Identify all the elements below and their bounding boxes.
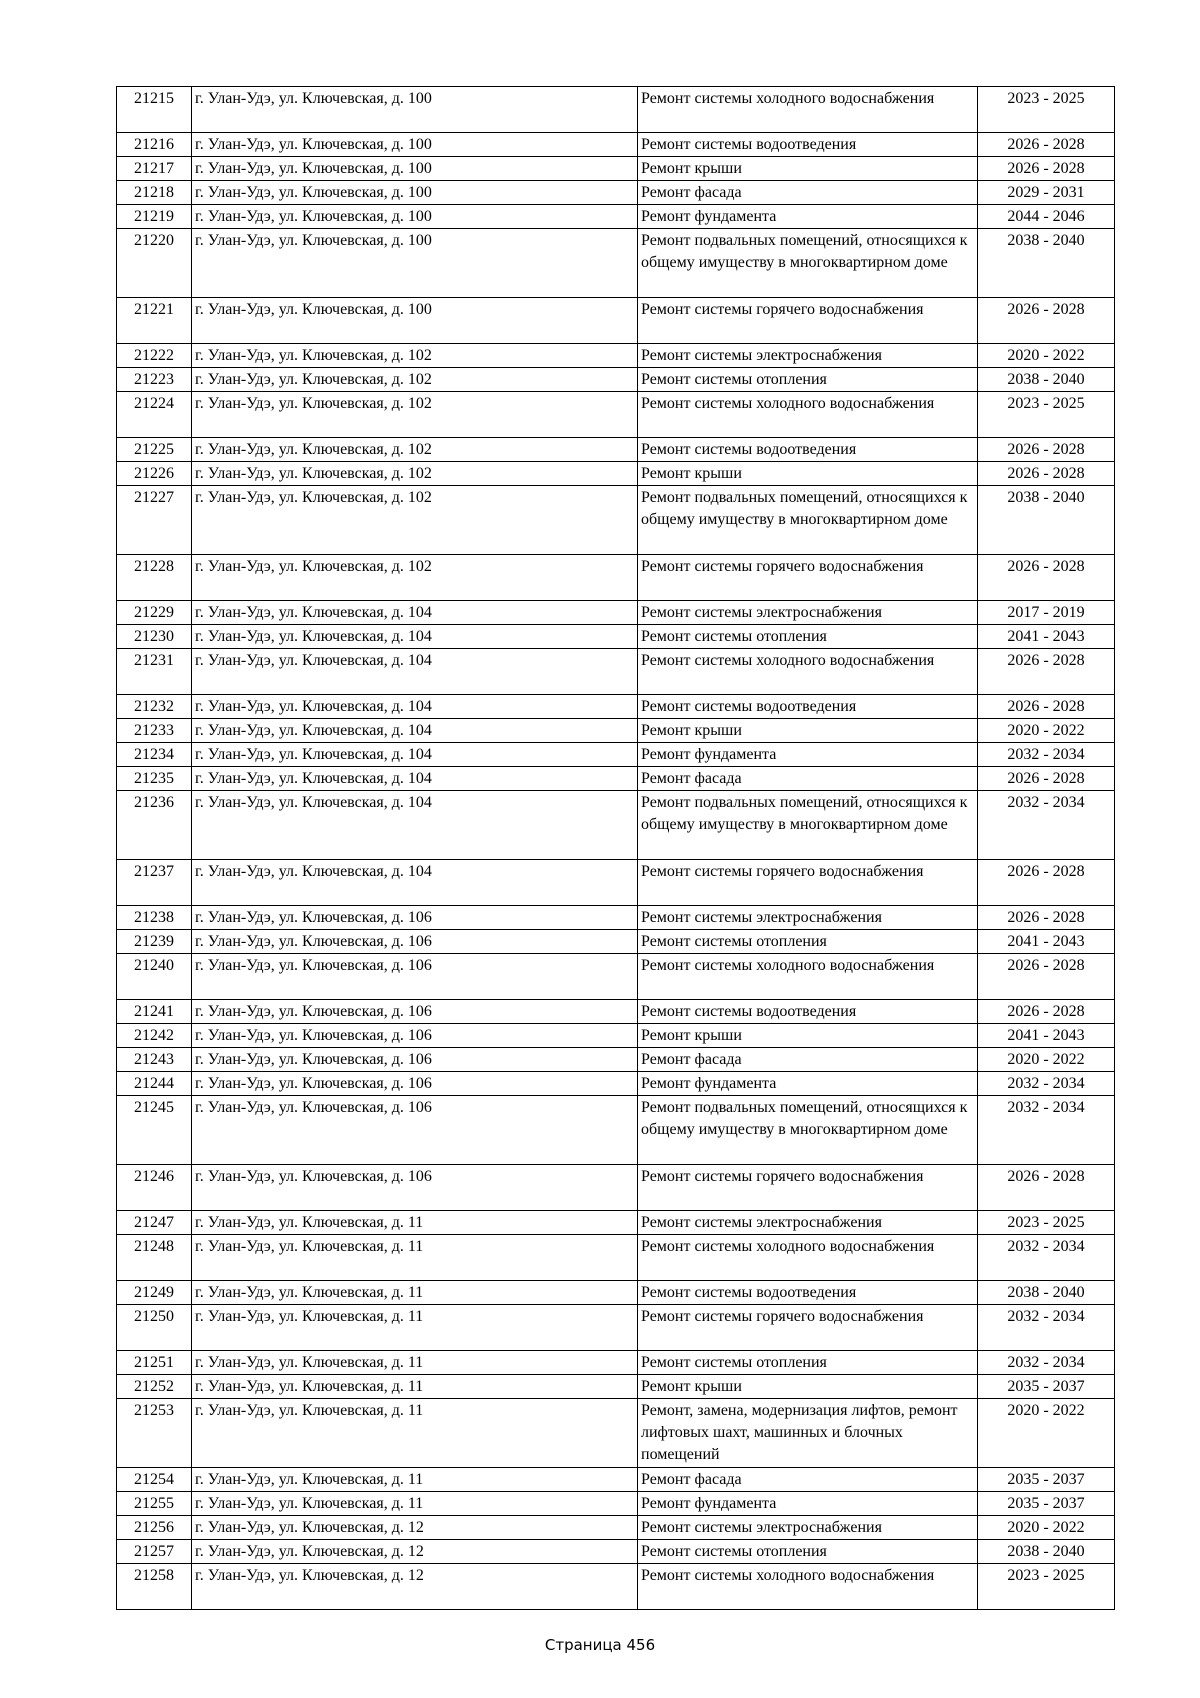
work-type-cell: Ремонт системы отопления xyxy=(638,930,978,954)
row-number-cell: 21221 xyxy=(117,298,192,344)
table-row xyxy=(117,157,1115,181)
work-type-cell: Ремонт системы водоотведения xyxy=(638,438,978,462)
row-number-cell: 21217 xyxy=(117,157,192,181)
work-type-cell: Ремонт крыши xyxy=(638,462,978,486)
row-number-cell: 21246 xyxy=(117,1165,192,1211)
row-number-cell: 21223 xyxy=(117,368,192,392)
work-type-cell: Ремонт системы водоотведения xyxy=(638,1000,978,1024)
work-type-cell: Ремонт системы холодного водоснабжения xyxy=(638,954,978,1000)
row-number-cell: 21252 xyxy=(117,1375,192,1399)
work-type-cell: Ремонт системы электроснабжения xyxy=(638,344,978,368)
row-number-cell: 21240 xyxy=(117,954,192,1000)
period-cell: 2020 - 2022 xyxy=(978,719,1115,743)
row-number-cell: 21237 xyxy=(117,860,192,906)
period-cell: 2035 - 2037 xyxy=(978,1468,1115,1492)
period-cell: 2023 - 2025 xyxy=(978,392,1115,438)
address-cell: г. Улан-Удэ, ул. Ключевская, д. 106 xyxy=(192,1048,638,1072)
address-cell: г. Улан-Удэ, ул. Ключевская, д. 104 xyxy=(192,695,638,719)
address-cell: г. Улан-Удэ, ул. Ключевская, д. 12 xyxy=(192,1564,638,1610)
work-type-cell: Ремонт системы отопления xyxy=(638,1351,978,1375)
period-cell: 2029 - 2031 xyxy=(978,181,1115,205)
work-type-cell: Ремонт подвальных помещений, относящихся к общему имуществу в многоквартирном доме xyxy=(638,791,978,860)
work-type-cell: Ремонт фасада xyxy=(638,767,978,791)
table-row xyxy=(117,133,1115,157)
period-cell: 2020 - 2022 xyxy=(978,344,1115,368)
row-number-cell: 21227 xyxy=(117,486,192,555)
table-row xyxy=(117,1375,1115,1399)
address-cell: г. Улан-Удэ, ул. Ключевская, д. 102 xyxy=(192,344,638,368)
period-cell: 2044 - 2046 xyxy=(978,205,1115,229)
table-row xyxy=(117,344,1115,368)
table-row xyxy=(117,625,1115,649)
row-number-cell: 21216 xyxy=(117,133,192,157)
period-cell: 2038 - 2040 xyxy=(978,229,1115,298)
period-cell: 2038 - 2040 xyxy=(978,1281,1115,1305)
work-type-cell: Ремонт фасада xyxy=(638,1468,978,1492)
work-type-cell: Ремонт крыши xyxy=(638,1024,978,1048)
address-cell: г. Улан-Удэ, ул. Ключевская, д. 11 xyxy=(192,1468,638,1492)
work-type-cell: Ремонт подвальных помещений, относящихся к общему имуществу в многоквартирном доме xyxy=(638,486,978,555)
row-number-cell: 21257 xyxy=(117,1540,192,1564)
period-cell: 2026 - 2028 xyxy=(978,767,1115,791)
work-type-cell: Ремонт системы горячего водоснабжения xyxy=(638,555,978,601)
period-cell: 2026 - 2028 xyxy=(978,157,1115,181)
period-cell: 2041 - 2043 xyxy=(978,1024,1115,1048)
table-row xyxy=(117,791,1115,860)
period-cell: 2023 - 2025 xyxy=(978,1211,1115,1235)
period-cell: 2026 - 2028 xyxy=(978,298,1115,344)
period-cell: 2032 - 2034 xyxy=(978,1072,1115,1096)
period-cell: 2026 - 2028 xyxy=(978,860,1115,906)
table-row xyxy=(117,719,1115,743)
period-cell: 2020 - 2022 xyxy=(978,1399,1115,1468)
period-cell: 2026 - 2028 xyxy=(978,438,1115,462)
period-cell: 2032 - 2034 xyxy=(978,1305,1115,1351)
work-type-cell: Ремонт системы электроснабжения xyxy=(638,601,978,625)
table-row xyxy=(117,1211,1115,1235)
table-row xyxy=(117,1468,1115,1492)
row-number-cell: 21230 xyxy=(117,625,192,649)
period-cell: 2038 - 2040 xyxy=(978,1540,1115,1564)
address-cell: г. Улан-Удэ, ул. Ключевская, д. 106 xyxy=(192,954,638,1000)
row-number-cell: 21255 xyxy=(117,1492,192,1516)
table-row xyxy=(117,1165,1115,1211)
address-cell: г. Улан-Удэ, ул. Ключевская, д. 104 xyxy=(192,625,638,649)
work-type-cell: Ремонт системы электроснабжения xyxy=(638,1516,978,1540)
table-row xyxy=(117,1492,1115,1516)
address-cell: г. Улан-Удэ, ул. Ключевская, д. 102 xyxy=(192,368,638,392)
work-type-cell: Ремонт системы отопления xyxy=(638,625,978,649)
table-row xyxy=(117,298,1115,344)
table-row xyxy=(117,649,1115,695)
period-cell: 2032 - 2034 xyxy=(978,743,1115,767)
period-cell: 2035 - 2037 xyxy=(978,1492,1115,1516)
table-row xyxy=(117,1399,1115,1468)
period-cell: 2026 - 2028 xyxy=(978,133,1115,157)
row-number-cell: 21222 xyxy=(117,344,192,368)
table-row xyxy=(117,601,1115,625)
row-number-cell: 21248 xyxy=(117,1235,192,1281)
row-number-cell: 21220 xyxy=(117,229,192,298)
work-type-cell: Ремонт фундамента xyxy=(638,743,978,767)
address-cell: г. Улан-Удэ, ул. Ключевская, д. 104 xyxy=(192,791,638,860)
period-cell: 2026 - 2028 xyxy=(978,695,1115,719)
address-cell: г. Улан-Удэ, ул. Ключевская, д. 104 xyxy=(192,649,638,695)
table-row xyxy=(117,743,1115,767)
address-cell: г. Улан-Удэ, ул. Ключевская, д. 102 xyxy=(192,392,638,438)
address-cell: г. Улан-Удэ, ул. Ключевская, д. 102 xyxy=(192,555,638,601)
period-cell: 2038 - 2040 xyxy=(978,368,1115,392)
row-number-cell: 21224 xyxy=(117,392,192,438)
address-cell: г. Улан-Удэ, ул. Ключевская, д. 100 xyxy=(192,87,638,133)
table-row xyxy=(117,1305,1115,1351)
table-row xyxy=(117,392,1115,438)
work-type-cell: Ремонт системы горячего водоснабжения xyxy=(638,860,978,906)
period-cell: 2032 - 2034 xyxy=(978,1235,1115,1281)
work-type-cell: Ремонт системы холодного водоснабжения xyxy=(638,649,978,695)
address-cell: г. Улан-Удэ, ул. Ключевская, д. 12 xyxy=(192,1516,638,1540)
work-type-cell: Ремонт фасада xyxy=(638,181,978,205)
address-cell: г. Улан-Удэ, ул. Ключевская, д. 104 xyxy=(192,860,638,906)
row-number-cell: 21244 xyxy=(117,1072,192,1096)
period-cell: 2026 - 2028 xyxy=(978,555,1115,601)
address-cell: г. Улан-Удэ, ул. Ключевская, д. 11 xyxy=(192,1351,638,1375)
row-number-cell: 21245 xyxy=(117,1096,192,1165)
address-cell: г. Улан-Удэ, ул. Ключевская, д. 106 xyxy=(192,1165,638,1211)
row-number-cell: 21239 xyxy=(117,930,192,954)
address-cell: г. Улан-Удэ, ул. Ключевская, д. 100 xyxy=(192,205,638,229)
work-type-cell: Ремонт системы горячего водоснабжения xyxy=(638,1165,978,1211)
period-cell: 2023 - 2025 xyxy=(978,87,1115,133)
row-number-cell: 21229 xyxy=(117,601,192,625)
row-number-cell: 21219 xyxy=(117,205,192,229)
period-cell: 2026 - 2028 xyxy=(978,1165,1115,1211)
work-type-cell: Ремонт системы холодного водоснабжения xyxy=(638,87,978,133)
work-type-cell: Ремонт фундамента xyxy=(638,1492,978,1516)
row-number-cell: 21238 xyxy=(117,906,192,930)
address-cell: г. Улан-Удэ, ул. Ключевская, д. 12 xyxy=(192,1540,638,1564)
address-cell: г. Улан-Удэ, ул. Ключевская, д. 102 xyxy=(192,462,638,486)
period-cell: 2026 - 2028 xyxy=(978,462,1115,486)
table-row xyxy=(117,181,1115,205)
page-number: Страница 456 xyxy=(544,1636,656,1654)
table-body xyxy=(117,87,1115,1610)
work-type-cell: Ремонт системы горячего водоснабжения xyxy=(638,298,978,344)
address-cell: г. Улан-Удэ, ул. Ключевская, д. 104 xyxy=(192,743,638,767)
address-cell: г. Улан-Удэ, ул. Ключевская, д. 106 xyxy=(192,1096,638,1165)
work-type-cell: Ремонт системы холодного водоснабжения xyxy=(638,1235,978,1281)
table-row xyxy=(117,695,1115,719)
work-type-cell: Ремонт системы отопления xyxy=(638,1540,978,1564)
work-type-cell: Ремонт системы электроснабжения xyxy=(638,1211,978,1235)
period-cell: 2041 - 2043 xyxy=(978,625,1115,649)
address-cell: г. Улан-Удэ, ул. Ключевская, д. 11 xyxy=(192,1305,638,1351)
period-cell: 2026 - 2028 xyxy=(978,906,1115,930)
row-number-cell: 21236 xyxy=(117,791,192,860)
address-cell: г. Улан-Удэ, ул. Ключевская, д. 100 xyxy=(192,298,638,344)
address-cell: г. Улан-Удэ, ул. Ключевская, д. 11 xyxy=(192,1492,638,1516)
work-type-cell: Ремонт системы водоотведения xyxy=(638,695,978,719)
period-cell: 2023 - 2025 xyxy=(978,1564,1115,1610)
row-number-cell: 21253 xyxy=(117,1399,192,1468)
repair-schedule-table xyxy=(116,86,1115,1610)
address-cell: г. Улан-Удэ, ул. Ключевская, д. 104 xyxy=(192,767,638,791)
work-type-cell: Ремонт системы водоотведения xyxy=(638,1281,978,1305)
table-row xyxy=(117,1072,1115,1096)
row-number-cell: 21232 xyxy=(117,695,192,719)
work-type-cell: Ремонт системы отопления xyxy=(638,368,978,392)
period-cell: 2020 - 2022 xyxy=(978,1516,1115,1540)
row-number-cell: 21233 xyxy=(117,719,192,743)
period-cell: 2032 - 2034 xyxy=(978,1096,1115,1165)
row-number-cell: 21231 xyxy=(117,649,192,695)
row-number-cell: 21258 xyxy=(117,1564,192,1610)
work-type-cell: Ремонт системы холодного водоснабжения xyxy=(638,1564,978,1610)
work-type-cell: Ремонт крыши xyxy=(638,719,978,743)
row-number-cell: 21218 xyxy=(117,181,192,205)
table-row xyxy=(117,1516,1115,1540)
row-number-cell: 21254 xyxy=(117,1468,192,1492)
work-type-cell: Ремонт фасада xyxy=(638,1048,978,1072)
table-row xyxy=(117,930,1115,954)
address-cell: г. Улан-Удэ, ул. Ключевская, д. 11 xyxy=(192,1281,638,1305)
row-number-cell: 21247 xyxy=(117,1211,192,1235)
address-cell: г. Улан-Удэ, ул. Ключевская, д. 100 xyxy=(192,157,638,181)
row-number-cell: 21250 xyxy=(117,1305,192,1351)
table-row xyxy=(117,1096,1115,1165)
address-cell: г. Улан-Удэ, ул. Ключевская, д. 11 xyxy=(192,1235,638,1281)
address-cell: г. Улан-Удэ, ул. Ключевская, д. 11 xyxy=(192,1211,638,1235)
table-row xyxy=(117,906,1115,930)
table-row xyxy=(117,438,1115,462)
row-number-cell: 21241 xyxy=(117,1000,192,1024)
address-cell: г. Улан-Удэ, ул. Ключевская, д. 102 xyxy=(192,438,638,462)
work-type-cell: Ремонт фундамента xyxy=(638,205,978,229)
period-cell: 2026 - 2028 xyxy=(978,649,1115,695)
table-row xyxy=(117,205,1115,229)
row-number-cell: 21234 xyxy=(117,743,192,767)
period-cell: 2035 - 2037 xyxy=(978,1375,1115,1399)
work-type-cell: Ремонт системы электроснабжения xyxy=(638,906,978,930)
address-cell: г. Улан-Удэ, ул. Ключевская, д. 106 xyxy=(192,1072,638,1096)
table-row xyxy=(117,1540,1115,1564)
period-cell: 2017 - 2019 xyxy=(978,601,1115,625)
address-cell: г. Улан-Удэ, ул. Ключевская, д. 106 xyxy=(192,930,638,954)
address-cell: г. Улан-Удэ, ул. Ключевская, д. 106 xyxy=(192,1000,638,1024)
row-number-cell: 21251 xyxy=(117,1351,192,1375)
table-row xyxy=(117,368,1115,392)
address-cell: г. Улан-Удэ, ул. Ключевская, д. 100 xyxy=(192,181,638,205)
row-number-cell: 21228 xyxy=(117,555,192,601)
address-cell: г. Улан-Удэ, ул. Ключевская, д. 100 xyxy=(192,229,638,298)
address-cell: г. Улан-Удэ, ул. Ключевская, д. 102 xyxy=(192,486,638,555)
address-cell: г. Улан-Удэ, ул. Ключевская, д. 104 xyxy=(192,719,638,743)
work-type-cell: Ремонт системы горячего водоснабжения xyxy=(638,1305,978,1351)
address-cell: г. Улан-Удэ, ул. Ключевская, д. 100 xyxy=(192,133,638,157)
table-row xyxy=(117,954,1115,1000)
period-cell: 2020 - 2022 xyxy=(978,1048,1115,1072)
table-row xyxy=(117,860,1115,906)
address-cell: г. Улан-Удэ, ул. Ключевская, д. 106 xyxy=(192,1024,638,1048)
table-row xyxy=(117,555,1115,601)
address-cell: г. Улан-Удэ, ул. Ключевская, д. 106 xyxy=(192,906,638,930)
work-type-cell: Ремонт системы водоотведения xyxy=(638,133,978,157)
period-cell: 2041 - 2043 xyxy=(978,930,1115,954)
table-row xyxy=(117,1024,1115,1048)
address-cell: г. Улан-Удэ, ул. Ключевская, д. 11 xyxy=(192,1375,638,1399)
period-cell: 2026 - 2028 xyxy=(978,954,1115,1000)
table-row xyxy=(117,87,1115,133)
table-row xyxy=(117,1564,1115,1610)
period-cell: 2032 - 2034 xyxy=(978,1351,1115,1375)
work-type-cell: Ремонт крыши xyxy=(638,1375,978,1399)
table-row xyxy=(117,1235,1115,1281)
table-row xyxy=(117,462,1115,486)
table-row xyxy=(117,486,1115,555)
work-type-cell: Ремонт подвальных помещений, относящихся к общему имуществу в многоквартирном доме xyxy=(638,1096,978,1165)
table-row xyxy=(117,1351,1115,1375)
work-type-cell: Ремонт системы холодного водоснабжения xyxy=(638,392,978,438)
table-row xyxy=(117,1048,1115,1072)
row-number-cell: 21243 xyxy=(117,1048,192,1072)
row-number-cell: 21235 xyxy=(117,767,192,791)
table-row xyxy=(117,1000,1115,1024)
row-number-cell: 21225 xyxy=(117,438,192,462)
period-cell: 2026 - 2028 xyxy=(978,1000,1115,1024)
work-type-cell: Ремонт подвальных помещений, относящихся к общему имуществу в многоквартирном доме xyxy=(638,229,978,298)
period-cell: 2032 - 2034 xyxy=(978,791,1115,860)
row-number-cell: 21242 xyxy=(117,1024,192,1048)
work-type-cell: Ремонт фундамента xyxy=(638,1072,978,1096)
row-number-cell: 21226 xyxy=(117,462,192,486)
row-number-cell: 21249 xyxy=(117,1281,192,1305)
address-cell: г. Улан-Удэ, ул. Ключевская, д. 104 xyxy=(192,601,638,625)
table-row xyxy=(117,1281,1115,1305)
address-cell: г. Улан-Удэ, ул. Ключевская, д. 11 xyxy=(192,1399,638,1468)
table-row xyxy=(117,767,1115,791)
work-type-cell: Ремонт, замена, модернизация лифтов, ремонт лифтовых шахт, машинных и блочных помещений xyxy=(638,1399,978,1468)
period-cell: 2038 - 2040 xyxy=(978,486,1115,555)
row-number-cell: 21256 xyxy=(117,1516,192,1540)
work-type-cell: Ремонт крыши xyxy=(638,157,978,181)
table-row xyxy=(117,229,1115,298)
row-number-cell: 21215 xyxy=(117,87,192,133)
